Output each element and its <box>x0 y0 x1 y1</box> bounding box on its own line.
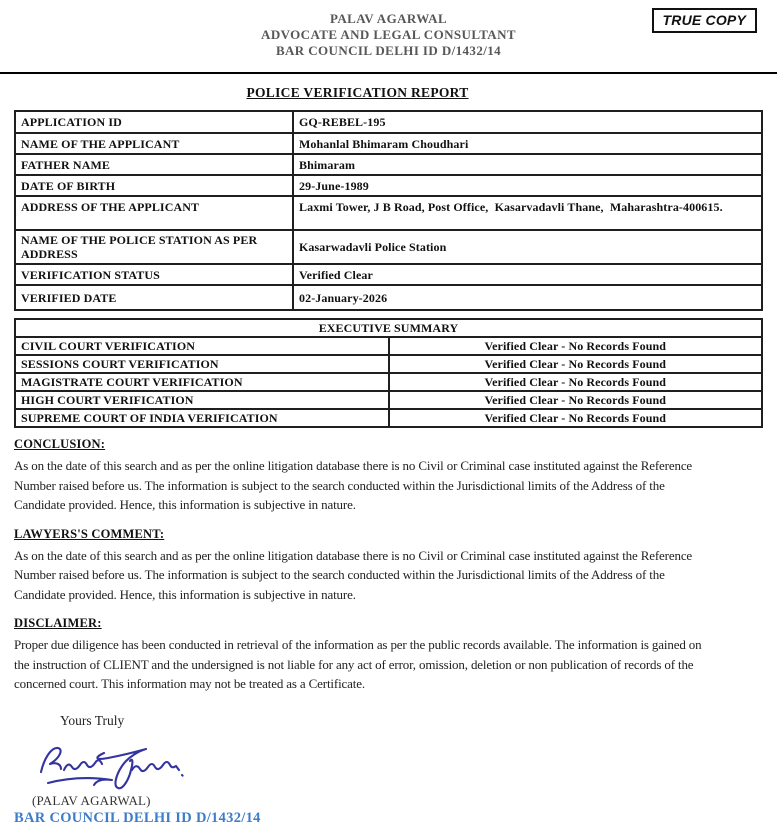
field-label: DATE OF BIRTH <box>15 175 293 196</box>
table-row <box>15 154 762 175</box>
conclusion-body <box>14 456 763 515</box>
letterhead-bar-id: BAR COUNCIL DELHI ID D/1432/14 <box>275 43 502 58</box>
field-label: NAME OF THE POLICE STATION AS PER ADDRESS <box>15 230 293 264</box>
field-label: ADDRESS OF THE APPLICANT <box>15 196 293 230</box>
table-row <box>15 355 762 373</box>
header-divider <box>0 72 777 74</box>
disclaimer-body <box>14 635 763 694</box>
verification-result: Verified Clear - No Records Found <box>389 355 763 373</box>
paragraph-line: Number raised before us. The information is subject to the search conducted within the Jurisdictional limits of the Address of the <box>14 567 665 582</box>
table-row <box>15 337 762 355</box>
table-row <box>15 264 762 285</box>
table-row <box>15 409 762 427</box>
true-copy-stamp: TRUE COPY <box>652 8 757 33</box>
signatory-name: (PALAV AGARWAL) <box>32 792 151 808</box>
verification-result: Verified Clear - No Records Found <box>389 391 763 409</box>
verification-label: HIGH COURT VERIFICATION <box>15 391 389 409</box>
verification-label: MAGISTRATE COURT VERIFICATION <box>15 373 389 391</box>
field-value: Verified Clear <box>293 264 762 285</box>
lawyers-comment-body <box>14 546 763 605</box>
lawyers-comment-heading: LAWYERS'S COMMENT: <box>14 526 165 541</box>
page-title: POLICE VERIFICATION REPORT <box>246 85 469 100</box>
verification-result: Verified Clear - No Records Found <box>389 337 763 355</box>
paragraph-line: Candidate provided. Hence, this information is subjective in nature. <box>14 497 356 512</box>
signature-image <box>34 737 777 793</box>
field-label: VERIFICATION STATUS <box>15 264 293 285</box>
verification-label: SESSIONS COURT VERIFICATION <box>15 355 389 373</box>
conclusion-section <box>14 437 763 515</box>
disclaimer-section <box>14 616 763 694</box>
paragraph-line: As on the date of this search and as per the online litigation database there is no Civil or Criminal case instituted against the Reference <box>14 547 693 563</box>
field-value: Laxmi Tower, J B Road, Post Office, Kasarvadavli Thane, Maharashtra-400615. <box>293 196 762 230</box>
paragraph-line: Proper due diligence has been conducted in retrieval of the information as per the public records available. The information is gained on <box>14 637 702 652</box>
field-label: FATHER NAME <box>15 154 293 175</box>
field-value: Mohanlal Bhimaram Choudhari <box>293 133 762 154</box>
verification-label: SUPREME COURT OF INDIA VERIFICATION <box>15 409 389 427</box>
letterhead-name: PALAV AGARWAL <box>329 11 448 26</box>
table-row <box>15 391 762 409</box>
field-value: 29-June-1989 <box>293 175 762 196</box>
table-row <box>15 133 762 154</box>
verification-label: CIVIL COURT VERIFICATION <box>15 337 389 355</box>
executive-summary-table <box>14 318 763 428</box>
field-label: APPLICATION ID <box>15 111 293 133</box>
field-value: GQ-REBEL-195 <box>293 111 762 133</box>
paragraph-line: Number raised before us. The information is subject to the search conducted within the Jurisdictional limits of the Address of the <box>14 477 665 493</box>
table-row <box>15 111 762 133</box>
table-row <box>15 285 762 310</box>
field-label: VERIFIED DATE <box>15 285 293 310</box>
field-label: NAME OF THE APPLICANT <box>15 133 293 154</box>
verification-result: Verified Clear - No Records Found <box>389 409 763 427</box>
paragraph-line: Candidate provided. Hence, this information is subjective in nature. <box>14 586 356 602</box>
field-value: Kasarwadavli Police Station <box>293 230 762 264</box>
verification-result: Verified Clear - No Records Found <box>389 373 763 391</box>
table-header-row <box>15 319 762 337</box>
table-row <box>15 373 762 391</box>
closing-line: Yours Truly <box>60 712 125 728</box>
paragraph-line: concerned court. This information may not be treated as a Certificate. <box>14 676 365 691</box>
disclaimer-heading: DISCLAIMER: <box>14 616 102 630</box>
letterhead-role: ADVOCATE AND LEGAL CONSULTANT <box>261 27 516 42</box>
lawyers-comment-section <box>14 527 763 605</box>
field-value: Bhimaram <box>293 154 762 175</box>
bar-council-id-line: BAR COUNCIL DELHI ID D/1432/14 <box>14 809 261 826</box>
applicant-details-table <box>14 110 763 311</box>
table-row <box>15 175 762 196</box>
conclusion-heading: CONCLUSION: <box>14 437 106 451</box>
table-row <box>15 230 762 264</box>
paragraph-line: the instruction of CLIENT and the undersigned is not liable for any act of error, omission, deletion or non publication of records of the <box>14 656 694 672</box>
field-value: 02-January-2026 <box>293 285 762 310</box>
executive-summary-title: EXECUTIVE SUMMARY <box>15 319 762 337</box>
paragraph-line: As on the date of this search and as per the online litigation database there is no Civil or Criminal case instituted against the Reference <box>14 458 693 473</box>
table-row <box>15 196 762 230</box>
